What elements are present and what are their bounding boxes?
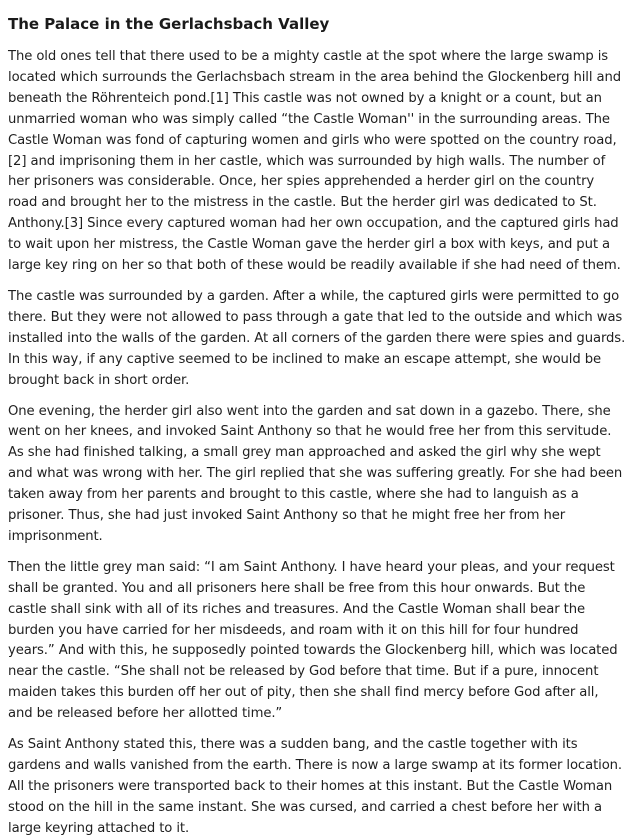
paragraph-2: The castle was surrounded by a garden. After a while, the captured girls were permitted to go there. But they were not allowed to pass through a gate that led to the outside and which was installed into the walls of the garden. At all corners of the garden there were spies and guards. In this way, if any captive seemed to be inclined to make an escape attempt, she would be brought back in short order. bbox=[8, 288, 626, 388]
paragraph-4: Then the little grey man said: “I am Saint Anthony. I have heard your pleas, and your request shall be granted. You and all prisoners here shall be free from this hour onwards. But the castle shall sink with all of its riches and treasures. And the Castle Woman shall bear the burden you have carried for her misdeeds, and roam with it on this hill for four hundred years.” And with this, he supposedly pointed towards the Glockenberg hill, which was located near the castle. “She shall not be released by God before that time. But if a pure, innocent maiden takes this burden off her out of pity, then she shall find mercy before God after all, and be released before her allotted time.” bbox=[8, 559, 618, 722]
story-title: The Palace in the Gerlachsbach Valley bbox=[8, 15, 330, 33]
paragraph-5: As Saint Anthony stated this, there was a sudden bang, and the castle together with its gardens and walls vanished from the earth. There is now a large swamp at its former location. All the prisoners were transported back to their homes at this instant. But the Castle Woman stood on the hill in the same instant. She was cursed, and carried a chest before her with a large keyring attached to it. bbox=[8, 737, 623, 836]
paragraph-1: The old ones tell that there used to be a mighty castle at the spot where the large swamp is located which surrounds the Gerlachsbach stream in the area behind the Glockenberg hill and beneath the Röhrenteich pond.[1] This castle was not owned by a knight or a count, but an unmarried woman who was simply called “the Castle Woman'' in the surrounding areas. The Castle Woman was fond of capturing women and girls who were spotted on the country road,[2] and imprisoning them in her castle, which was surrounded by high walls. The number of her prisoners was considerable. Once, her spies apprehended a herder girl on the country road and brought her to the mistress in the castle. But the herder girl was dedicated to St. Anthony.[3] Since every captured woman had her own occupation, and the captured girls had to wait upon her mistress, the Castle Woman gave the herder girl a box with keys, and put a large key ring on her so that both of these would be readily available if she had need of them. bbox=[8, 49, 621, 274]
paragraph-3: One evening, the herder girl also went into the garden and sat down in a gazebo. There, she went on her knees, and invoked Saint Anthony so that he would free her from this servitude. As she had finished talking, a small grey man approached and asked the girl why she wept and what was wrong with her. The girl replied that she was suffering greatly. For she had been taken away from her parents and brought to this castle, where she had to languish as a prisoner. Thus, she had just invoked Saint Anthony so that he might free her from her imprisonment. bbox=[8, 403, 623, 544]
